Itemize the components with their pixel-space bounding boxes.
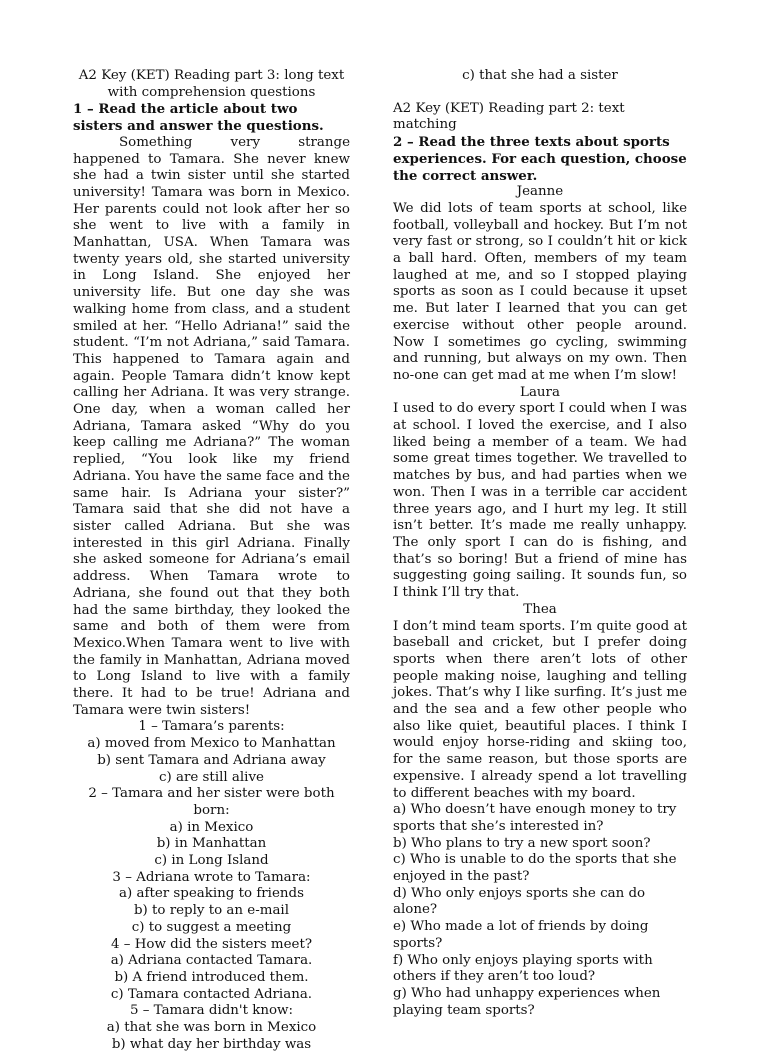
text-heading-thea: Thea (523, 601, 557, 617)
answer-option: b) sent Tamara and Adriana away (97, 752, 326, 768)
reading-part3-title: A2 Key (KET) Reading part 3: long text with comprehension questions (78, 68, 345, 100)
answer-option: a) moved from Mexico to Manhattan (87, 736, 336, 752)
question-1 (73, 719, 350, 786)
matching-question: b) Who plans to try a new sport soon? (393, 835, 651, 851)
answer-option: c) to suggest a meeting (131, 919, 292, 935)
answer-option: b) to reply to an e-mail (133, 903, 289, 919)
matching-question: d) Who only enjoys sports she can do alone? (393, 885, 646, 918)
answer-option: c) Tamara contacted Adriana. (110, 986, 313, 1002)
answer-option: a) that she was born in Mexico (106, 1020, 317, 1036)
answer-option: b) A friend introduced them. (114, 969, 309, 985)
answer-option: c) are still alive (159, 769, 264, 785)
answer-option: a) after speaking to friends (119, 886, 304, 902)
answer-option: a) in Mexico (169, 819, 254, 835)
reading-part2-title: A2 Key (KET) Reading part 2: text matching (393, 100, 625, 133)
spacer (393, 85, 687, 101)
text-heading-laura: Laura (520, 384, 560, 400)
text-heading-jeanne: Jeanne (516, 184, 564, 200)
answer-option: b) what day her birthday was (111, 1036, 312, 1052)
left-column (73, 68, 350, 1053)
question-stem: 5 – Tamara didn't know: (129, 1003, 294, 1019)
answer-option: c) that she had a sister (462, 68, 618, 83)
question-5 (73, 1003, 350, 1053)
answer-option: c) in Long Island (154, 853, 269, 869)
text-body-jeanne: We did lots of team sports at school, like football, volleyball and hockey. But I’m not very fast or strong, so I couldn’t hit or kick a ball hard. Often, members of my team laughed at me, and so I stopped playing sports as soon as I could because it upset me. But later I learned that you can get exercise without other people around. Now I sometimes go cycling, swimming and running, but always on my own. Then no-one can get mad at me when I’m slow! (393, 200, 687, 383)
question-stem: 1 – Tamara’s parents: (138, 719, 285, 735)
text-body-thea: I don’t mind team sports. I’m quite good at baseball and cricket, but I prefer doing sports when there aren’t lots of other people making noise, laughing and telling jokes. That’s why I like surfing. It’s just me and the sea and a few other people who also like quiet, beautiful places. I think I would enjoy horse-riding and skiing too, for the same reason, but those sports are expensive. I already spend a lot travelling to different beaches with my board. (393, 618, 687, 801)
question-3 (73, 870, 350, 937)
matching-question: f) Who only enjoys playing sports with others if they aren’t too loud? (393, 952, 653, 985)
question-2 (73, 786, 350, 870)
reading-part3-instruction: 1 – Read the article about two sisters and answer the questions. (73, 101, 324, 135)
question-stem: 3 – Adriana wrote to Tamara: (112, 869, 311, 885)
matching-question: e) Who made a lot of friends by doing sports? (393, 919, 649, 951)
sisters-article: Something very strange happened to Tamara. She never knew she had a twin sister until she started university! Tamara was born in Mexico. Her parents could not look after her so she went to live with a family in Manhattan, USA. When Tamara was twenty years old, she started university in Long Island. She enjoyed her university life. But one day she was walking home from class, and a student smiled at her. “Hello Adriana!” said the student. “I’m not Adriana,” said Tamara. This happened to Tamara again and again. People Tamara didn’t know kept calling her Adriana. It was very strange. One day, when a woman called her Adriana, Tamara asked “Why do you keep calling me Adriana?” The woman replied, “You look like my friend Adriana. You have the same face and the same hair. Is Adriana your sister?” Tamara said that she did not have a sister called Adriana. But she was interested in this girl Adriana. Finally she asked someone for Adriana’s email address. When Tamara wrote to Adriana, she found out that they both had the same birthday, they looked the same and both of them were from Mexico.When Tamara went to live with the family in Manhattan, Adriana moved to Long Island to live with a family there. It had to be true! Adriana and Tamara were twin sisters! (73, 134, 350, 718)
question-stem: 4 – How did the sisters meet? (110, 936, 313, 952)
text-body-laura: I used to do every sport I could when I was at school. I loved the exercise, and I also liked being a member of a team. We had some great times together. We travelled to matches by bus, and had parties when we won. Then I was in a terrible car accident three years ago, and I hurt my leg. It still isn’t better. It’s made me really unhappy. The only sport I can do is fishing, and that’s so boring! But a friend of mine has suggesting going sailing. It sounds fun, so I think I’ll try that. (393, 401, 687, 601)
reading-part2-instruction: 2 – Read the three texts about sports experiences. For each question, choose the correct answer. (393, 134, 687, 184)
matching-question: g) Who had unhappy experiences when playing team sports? (393, 985, 661, 1018)
matching-questions (393, 802, 687, 1019)
matching-question: c) Who is unable to do the sports that she enjoyed in the past? (393, 852, 677, 885)
question-4 (73, 937, 350, 1004)
answer-option: a) Adriana contacted Tamara. (110, 953, 313, 969)
answer-option: b) in Manhattan (156, 836, 267, 852)
right-column (393, 68, 687, 1019)
matching-question: a) Who doesn’t have enough money to try sports that she’s interested in? (393, 802, 677, 834)
question-stem: 2 – Tamara and her sister were both born: (88, 786, 335, 818)
